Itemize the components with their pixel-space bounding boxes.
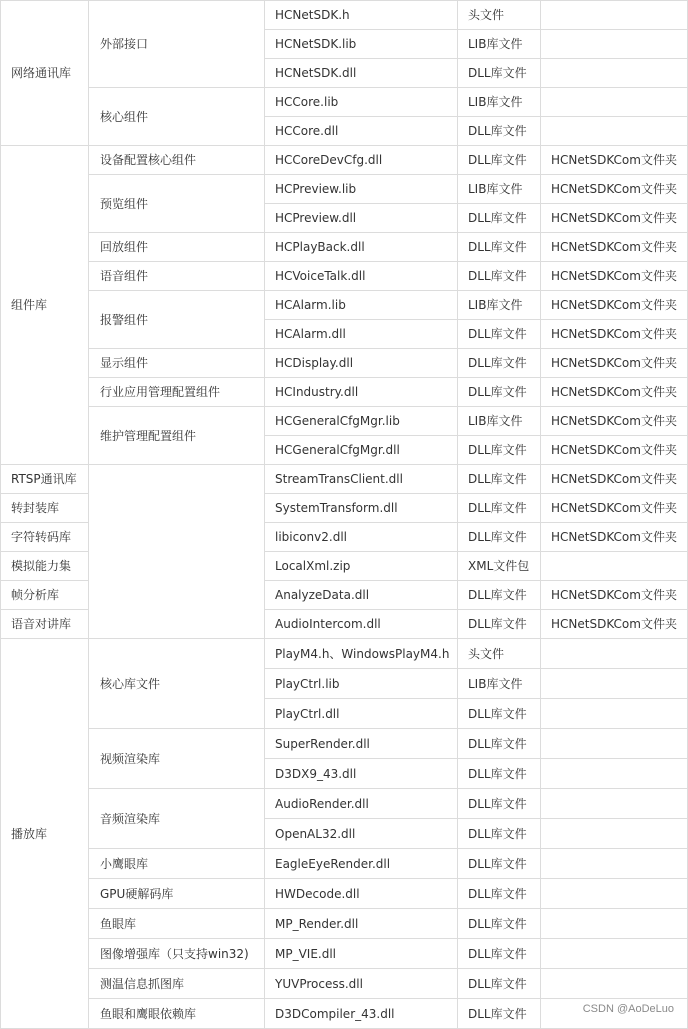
filetype-cell: DLL库文件 (458, 999, 541, 1029)
table-row (1, 939, 688, 969)
filetype-cell: DLL库文件 (458, 465, 541, 494)
filetype-cell: DLL库文件 (458, 204, 541, 233)
location-cell: HCNetSDKCom文件夹 (541, 523, 688, 552)
location-cell (541, 969, 688, 999)
filename-cell: HCIndustry.dll (265, 378, 458, 407)
filetype-cell: LIB库文件 (458, 175, 541, 204)
location-cell (541, 729, 688, 759)
filetype-cell: DLL库文件 (458, 819, 541, 849)
filename-cell: HCCore.dll (265, 117, 458, 146)
table-row (1, 879, 688, 909)
filename-cell: HCAlarm.dll (265, 320, 458, 349)
location-cell: HCNetSDKCom文件夹 (541, 610, 688, 639)
component-cell: 小鹰眼库 (89, 849, 265, 879)
filetype-cell: XML文件包 (458, 552, 541, 581)
component-cell (89, 465, 265, 639)
filename-cell: PlayCtrl.dll (265, 699, 458, 729)
location-cell (541, 117, 688, 146)
filename-cell: HCDisplay.dll (265, 349, 458, 378)
filetype-cell: DLL库文件 (458, 523, 541, 552)
filetype-cell: DLL库文件 (458, 909, 541, 939)
filename-cell: MP_Render.dll (265, 909, 458, 939)
filename-cell: HCNetSDK.dll (265, 59, 458, 88)
location-cell (541, 669, 688, 699)
table-row (1, 262, 688, 291)
table-row (1, 88, 688, 117)
location-cell: HCNetSDKCom文件夹 (541, 320, 688, 349)
component-cell: 行业应用管理配置组件 (89, 378, 265, 407)
location-cell: HCNetSDKCom文件夹 (541, 262, 688, 291)
filetype-cell: DLL库文件 (458, 117, 541, 146)
component-cell: GPU硬解码库 (89, 879, 265, 909)
category-cell: 网络通讯库 (1, 1, 89, 146)
location-cell (541, 552, 688, 581)
table-row (1, 407, 688, 436)
location-cell (541, 59, 688, 88)
filetype-cell: DLL库文件 (458, 146, 541, 175)
filetype-cell: DLL库文件 (458, 494, 541, 523)
filename-cell: HCNetSDK.lib (265, 30, 458, 59)
filetype-cell: DLL库文件 (458, 729, 541, 759)
filename-cell: SystemTransform.dll (265, 494, 458, 523)
category-cell: 组件库 (1, 146, 89, 465)
filetype-cell: DLL库文件 (458, 378, 541, 407)
location-cell (541, 909, 688, 939)
filename-cell: libiconv2.dll (265, 523, 458, 552)
filetype-cell: DLL库文件 (458, 699, 541, 729)
table-row (1, 969, 688, 999)
table-row (1, 849, 688, 879)
filetype-cell: DLL库文件 (458, 879, 541, 909)
filename-cell: EagleEyeRender.dll (265, 849, 458, 879)
table-row (1, 465, 688, 494)
location-cell: HCNetSDKCom文件夹 (541, 349, 688, 378)
location-cell: HCNetSDKCom文件夹 (541, 465, 688, 494)
location-cell: HCNetSDKCom文件夹 (541, 436, 688, 465)
filename-cell: D3DCompiler_43.dll (265, 999, 458, 1029)
table-body (1, 1, 688, 1029)
category-cell: 转封装库 (1, 494, 89, 523)
filetype-cell: LIB库文件 (458, 669, 541, 699)
filetype-cell: DLL库文件 (458, 436, 541, 465)
location-cell: HCNetSDKCom文件夹 (541, 291, 688, 320)
filename-cell: HCCoreDevCfg.dll (265, 146, 458, 175)
filetype-cell: DLL库文件 (458, 262, 541, 291)
table-row (1, 729, 688, 759)
filename-cell: OpenAL32.dll (265, 819, 458, 849)
component-cell: 语音组件 (89, 262, 265, 291)
location-cell: HCNetSDKCom文件夹 (541, 204, 688, 233)
filename-cell: AnalyzeData.dll (265, 581, 458, 610)
component-cell: 外部接口 (89, 1, 265, 88)
filetype-cell: DLL库文件 (458, 969, 541, 999)
filetype-cell: 头文件 (458, 1, 541, 30)
table-row (1, 291, 688, 320)
category-cell: 字符转码库 (1, 523, 89, 552)
component-cell: 报警组件 (89, 291, 265, 349)
table-row (1, 639, 688, 669)
location-cell (541, 759, 688, 789)
watermark: CSDN @AoDeLuo (582, 1003, 674, 1015)
component-cell: 鱼眼和鹰眼依赖库 (89, 999, 265, 1029)
filename-cell: StreamTransClient.dll (265, 465, 458, 494)
location-cell: HCNetSDKCom文件夹 (541, 233, 688, 262)
component-cell: 维护管理配置组件 (89, 407, 265, 465)
filetype-cell: DLL库文件 (458, 581, 541, 610)
location-cell (541, 699, 688, 729)
filename-cell: HCPlayBack.dll (265, 233, 458, 262)
filename-cell: HWDecode.dll (265, 879, 458, 909)
filename-cell: HCAlarm.lib (265, 291, 458, 320)
component-cell: 设备配置核心组件 (89, 146, 265, 175)
location-cell (541, 88, 688, 117)
filetype-cell: DLL库文件 (458, 349, 541, 378)
component-cell: 视频渲染库 (89, 729, 265, 789)
filetype-cell: DLL库文件 (458, 939, 541, 969)
category-cell: 模拟能力集 (1, 552, 89, 581)
component-cell: 图像增强库（只支持win32) (89, 939, 265, 969)
component-cell: 音频渲染库 (89, 789, 265, 849)
filetype-cell: DLL库文件 (458, 59, 541, 88)
filename-cell: HCVoiceTalk.dll (265, 262, 458, 291)
filename-cell: LocalXml.zip (265, 552, 458, 581)
component-cell: 测温信息抓图库 (89, 969, 265, 999)
location-cell: HCNetSDKCom文件夹 (541, 378, 688, 407)
component-cell: 核心组件 (89, 88, 265, 146)
location-cell (541, 819, 688, 849)
filename-cell: PlayM4.h、WindowsPlayM4.h (265, 639, 458, 669)
component-cell: 预览组件 (89, 175, 265, 233)
table-row (1, 175, 688, 204)
component-cell: 鱼眼库 (89, 909, 265, 939)
filename-cell: PlayCtrl.lib (265, 669, 458, 699)
filename-cell: HCPreview.dll (265, 204, 458, 233)
filetype-cell: 头文件 (458, 639, 541, 669)
filetype-cell: DLL库文件 (458, 320, 541, 349)
location-cell: HCNetSDKCom文件夹 (541, 581, 688, 610)
location-cell (541, 639, 688, 669)
category-cell: RTSP通讯库 (1, 465, 89, 494)
table-row (1, 1, 688, 30)
filetype-cell: LIB库文件 (458, 88, 541, 117)
component-cell: 显示组件 (89, 349, 265, 378)
location-cell: HCNetSDKCom文件夹 (541, 146, 688, 175)
filename-cell: YUVProcess.dll (265, 969, 458, 999)
filename-cell: HCGeneralCfgMgr.dll (265, 436, 458, 465)
filename-cell: MP_VIE.dll (265, 939, 458, 969)
table-row (1, 789, 688, 819)
filetype-cell: DLL库文件 (458, 849, 541, 879)
filename-cell: HCNetSDK.h (265, 1, 458, 30)
component-cell: 回放组件 (89, 233, 265, 262)
location-cell (541, 879, 688, 909)
location-cell: HCNetSDKCom文件夹 (541, 494, 688, 523)
filename-cell: SuperRender.dll (265, 729, 458, 759)
table-row (1, 233, 688, 262)
table-row (1, 909, 688, 939)
filename-cell: HCGeneralCfgMgr.lib (265, 407, 458, 436)
table-row (1, 378, 688, 407)
category-cell: 语音对讲库 (1, 610, 89, 639)
filename-cell: HCPreview.lib (265, 175, 458, 204)
filetype-cell: LIB库文件 (458, 291, 541, 320)
filename-cell: AudioIntercom.dll (265, 610, 458, 639)
location-cell (541, 939, 688, 969)
filetype-cell: DLL库文件 (458, 759, 541, 789)
location-cell (541, 1, 688, 30)
category-cell: 播放库 (1, 639, 89, 1029)
location-cell (541, 849, 688, 879)
location-cell: HCNetSDKCom文件夹 (541, 175, 688, 204)
table-row (1, 146, 688, 175)
filetype-cell: LIB库文件 (458, 407, 541, 436)
filetype-cell: DLL库文件 (458, 789, 541, 819)
filetype-cell: DLL库文件 (458, 233, 541, 262)
category-cell: 帧分析库 (1, 581, 89, 610)
filename-cell: HCCore.lib (265, 88, 458, 117)
filename-cell: D3DX9_43.dll (265, 759, 458, 789)
location-cell (541, 30, 688, 59)
table-row (1, 349, 688, 378)
filename-cell: AudioRender.dll (265, 789, 458, 819)
component-cell: 核心库文件 (89, 639, 265, 729)
filetype-cell: LIB库文件 (458, 30, 541, 59)
location-cell: HCNetSDKCom文件夹 (541, 407, 688, 436)
location-cell (541, 789, 688, 819)
filetype-cell: DLL库文件 (458, 610, 541, 639)
